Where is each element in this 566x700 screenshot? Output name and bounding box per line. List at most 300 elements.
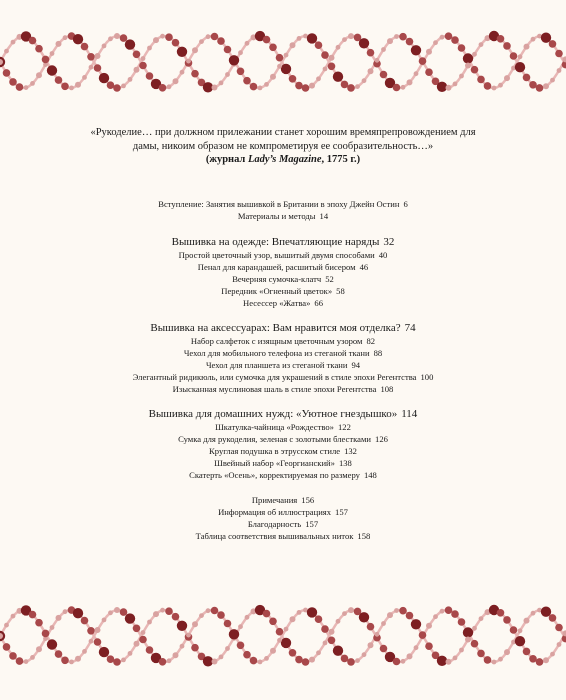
bead	[35, 619, 43, 627]
bead	[36, 72, 42, 78]
bead	[316, 650, 321, 655]
bead	[515, 636, 525, 646]
bead	[128, 77, 133, 82]
bead	[81, 617, 89, 625]
bead	[113, 658, 121, 666]
bead	[380, 645, 388, 653]
bead	[426, 49, 432, 55]
toc-entry-title: Чехол для мобильного телефона из стеганой ткани	[183, 348, 370, 358]
bead	[295, 656, 303, 664]
bead	[3, 69, 11, 77]
bead	[229, 55, 239, 65]
bead	[211, 33, 219, 41]
bead	[433, 40, 438, 45]
bead	[87, 627, 95, 635]
bead	[472, 52, 477, 57]
bead	[186, 59, 191, 64]
bead	[387, 38, 393, 44]
toc-entry-title: Сумка для рукоделия, зеленая с золотыми блестками	[178, 434, 372, 444]
toc-entry-page: 122	[337, 422, 351, 432]
bead	[342, 611, 347, 616]
toc-entry-page: 6	[403, 199, 408, 209]
bead	[458, 44, 466, 52]
bead	[284, 627, 289, 632]
bead	[321, 51, 329, 59]
bead	[414, 645, 419, 650]
bead	[503, 616, 511, 624]
bead	[159, 84, 167, 92]
bead	[321, 625, 329, 633]
bead	[16, 83, 24, 91]
bead	[471, 66, 479, 74]
bead	[380, 71, 388, 79]
bead	[29, 37, 37, 45]
bead	[217, 611, 225, 619]
bead	[263, 610, 271, 618]
bead	[523, 74, 531, 82]
bead	[433, 614, 438, 619]
bead	[425, 642, 433, 650]
toc-entry-title: Изысканная муслиновая шаль в стиле эпохи Регентства	[172, 384, 377, 394]
toc-entry-title: Информация об иллюстрациях	[218, 507, 332, 517]
bead	[9, 652, 17, 660]
epigraph-quote-line-1: «Рукоделие… при должном прилежании станет хорошим времяпрепровождением для	[90, 127, 476, 138]
bead	[406, 612, 414, 620]
toc-entry-title: Таблица соответствия вышивальных ниток	[195, 531, 354, 541]
bead	[315, 41, 323, 49]
bead	[217, 37, 225, 45]
epigraph-source-title: Lady’s Magazine	[247, 154, 322, 165]
bead	[307, 607, 317, 617]
bead	[24, 85, 29, 90]
bead	[446, 659, 452, 665]
bead	[94, 64, 102, 72]
bead	[414, 71, 419, 76]
bead	[191, 70, 199, 78]
bead	[524, 44, 530, 50]
bead	[407, 653, 413, 659]
bead	[518, 54, 523, 59]
bead	[549, 614, 557, 622]
bead	[387, 612, 393, 618]
toc-entry	[60, 506, 506, 518]
bead	[309, 83, 315, 89]
toc-entry-page: 126	[375, 434, 388, 444]
bead	[108, 610, 113, 615]
bead	[411, 45, 421, 55]
bead	[504, 75, 510, 81]
toc-section-page: 114	[401, 408, 418, 420]
bead	[47, 639, 57, 649]
bead	[107, 81, 115, 89]
toc-entry	[60, 249, 506, 261]
bead	[50, 51, 55, 56]
bead	[524, 618, 530, 624]
bead	[367, 623, 375, 631]
bead	[477, 650, 485, 658]
bead	[36, 646, 42, 652]
bead	[329, 629, 335, 635]
bead	[355, 84, 360, 89]
bead	[258, 660, 263, 665]
bead	[348, 33, 354, 39]
bead	[497, 609, 505, 617]
bead	[440, 609, 445, 614]
bead	[437, 82, 447, 92]
bead	[167, 84, 172, 89]
toc-entry-page: 52	[325, 274, 334, 284]
toc-entry-page: 132	[344, 446, 357, 456]
toc-entry-title: Передник «Огненный цветок»	[221, 286, 333, 296]
bead	[411, 619, 421, 629]
bead	[50, 625, 55, 630]
bead	[258, 86, 263, 91]
bead	[191, 644, 199, 652]
bead	[381, 621, 386, 626]
bead	[269, 44, 277, 52]
bead	[323, 641, 328, 646]
bead	[211, 607, 219, 615]
bead	[177, 621, 187, 631]
toc-entry-page: 157	[305, 519, 319, 529]
toc-entry-title: Благодарность	[247, 519, 302, 529]
toc-entry	[60, 210, 506, 222]
bead	[515, 62, 525, 72]
toc-entry-page: 94	[351, 360, 361, 370]
bead	[459, 74, 464, 79]
epigraph-source-suffix: , 1775 г.)	[321, 154, 361, 165]
epigraph-source	[30, 153, 536, 167]
toc-entry-page: 40	[378, 250, 388, 260]
bead	[87, 53, 95, 61]
bead	[264, 656, 269, 661]
bead	[557, 642, 562, 647]
bead	[133, 51, 141, 59]
bead	[309, 657, 315, 663]
toc-entry-page: 82	[366, 336, 376, 346]
bead	[465, 63, 471, 69]
bead	[167, 658, 172, 663]
bead	[336, 45, 341, 50]
toc-entry	[60, 457, 506, 469]
bead	[153, 37, 159, 43]
toc-entry-title: Вступление: Занятия вышивкой в Британии в эпоху Джейн Остин	[158, 199, 400, 209]
bead	[75, 656, 81, 662]
bead	[543, 657, 549, 663]
bead	[99, 73, 109, 83]
bead	[510, 626, 518, 634]
bead	[333, 72, 343, 82]
bead	[139, 62, 147, 70]
bead	[277, 638, 282, 643]
bead	[238, 50, 243, 55]
bead	[107, 655, 115, 663]
bead	[555, 50, 563, 58]
bead	[47, 65, 57, 75]
bead	[407, 79, 413, 85]
bead	[9, 78, 17, 86]
bead	[30, 655, 35, 660]
bead	[492, 660, 497, 665]
toc-entry-title: Простой цветочный узор, вышитый двумя способами	[178, 250, 375, 260]
bead	[529, 655, 537, 663]
bead	[243, 77, 251, 85]
bead	[173, 652, 179, 658]
bead	[114, 33, 120, 39]
bead	[477, 76, 485, 84]
bead	[484, 82, 492, 90]
table-of-contents	[60, 198, 506, 542]
bead	[243, 651, 251, 659]
bead	[479, 616, 484, 621]
toc-entry-page: 138	[338, 458, 352, 468]
bead	[147, 620, 152, 625]
bead	[492, 86, 497, 91]
bead	[61, 657, 69, 665]
bead	[95, 53, 101, 59]
bead	[459, 648, 464, 653]
bead	[82, 649, 87, 654]
bead	[219, 81, 224, 86]
bead	[146, 72, 154, 80]
bead	[165, 607, 173, 615]
bead	[42, 56, 50, 64]
bead	[347, 658, 355, 666]
bead	[323, 67, 328, 72]
bead	[463, 627, 473, 637]
bead	[297, 36, 302, 41]
bead	[102, 618, 107, 623]
bead	[290, 616, 296, 622]
toc-entry	[60, 261, 506, 273]
bead	[89, 639, 94, 644]
toc-section-heading	[60, 235, 506, 249]
toc-entry-page: 14	[319, 211, 329, 221]
bead	[281, 638, 291, 648]
toc-entry	[60, 383, 506, 395]
epigraph	[30, 126, 536, 167]
toc-entry-page: 66	[314, 298, 323, 308]
toc-entry-page: 100	[420, 372, 434, 382]
toc-entry	[60, 297, 506, 309]
bead	[362, 652, 367, 657]
bead	[368, 68, 374, 74]
bead	[56, 615, 62, 621]
bead	[94, 638, 102, 646]
toc-entry	[60, 494, 506, 506]
bead	[61, 83, 69, 91]
toc-entry	[60, 198, 506, 210]
bead	[160, 34, 165, 39]
bead	[451, 610, 459, 618]
bead	[536, 84, 544, 92]
toc-entry	[60, 285, 506, 297]
bead	[206, 34, 211, 39]
bead	[269, 618, 277, 626]
bead	[165, 33, 173, 41]
bead	[4, 49, 9, 54]
bead	[302, 658, 310, 666]
bead	[359, 612, 369, 622]
toc-entry-title: Чехол для планшета из стеганой ткани	[205, 360, 348, 370]
toc-entry-page: 158	[357, 531, 371, 541]
bead	[11, 614, 16, 619]
toc-entry-page: 58	[336, 286, 345, 296]
bead	[463, 53, 473, 63]
toc-entry	[60, 273, 506, 285]
bead	[159, 658, 167, 666]
bead	[42, 630, 50, 638]
bead	[180, 644, 185, 649]
toc-entry-page: 156	[301, 495, 315, 505]
toc-entry-title: Элегантный ридикюль, или сумочка для украшений в стиле эпохи Регентства	[132, 372, 417, 382]
toc-entry	[60, 469, 506, 481]
bead	[128, 651, 133, 656]
bead	[453, 656, 458, 661]
toc-entry-title: Круглая подушка в этрусском стиле	[209, 446, 341, 456]
bead	[555, 624, 563, 632]
bead	[333, 646, 343, 656]
toc-entry-title: Примечания	[251, 495, 298, 505]
bead	[63, 35, 68, 40]
bead	[401, 85, 406, 90]
bead	[199, 39, 204, 44]
bead	[35, 45, 43, 53]
toc-entry-title: Пенал для карандашей, расшитый бисером	[197, 262, 356, 272]
bead	[225, 646, 230, 651]
bead	[11, 40, 16, 45]
toc-entry	[60, 347, 506, 359]
bead	[180, 70, 185, 75]
bead	[263, 36, 271, 44]
bead	[73, 34, 83, 44]
bead	[133, 625, 141, 633]
bead	[30, 81, 35, 86]
toc-entry	[60, 530, 506, 542]
toc-entry	[60, 445, 506, 457]
toc-entry-page: 46	[359, 262, 369, 272]
bead	[238, 624, 243, 629]
toc-entry-page: 88	[373, 348, 383, 358]
bead	[307, 33, 317, 43]
bead	[250, 83, 258, 91]
bead	[281, 64, 291, 74]
bead	[315, 615, 323, 623]
bead	[531, 611, 536, 616]
bead	[55, 650, 63, 658]
bead	[4, 623, 9, 628]
bead	[69, 86, 74, 91]
toc-entry-title: Материалы и методы	[237, 211, 316, 221]
toc-section-heading	[60, 407, 506, 421]
bead	[75, 82, 81, 88]
bead	[270, 648, 276, 654]
bead	[445, 606, 453, 614]
toc-entry-title: Шкатулка-чайница «Рождество»	[215, 422, 334, 432]
toc-section-title: Вышивка на одежде: Впечатляющие наряды	[171, 236, 380, 248]
bead	[375, 632, 380, 637]
bead	[245, 615, 250, 620]
bead	[348, 607, 354, 613]
bead	[355, 658, 360, 663]
bead	[536, 658, 544, 666]
bead	[172, 39, 180, 47]
toc-entry-title: Несессер «Жатва»	[243, 298, 311, 308]
bead	[465, 637, 471, 643]
bead	[367, 49, 375, 57]
bead	[399, 607, 407, 615]
bead	[341, 655, 349, 663]
toc-entry	[60, 421, 506, 433]
bead	[114, 607, 120, 613]
bead	[264, 82, 269, 87]
toc-entry-title: Скатерть «Осень», корректируемая по размеру	[189, 470, 360, 480]
bead	[121, 658, 126, 663]
decorative-bead-border-top	[0, 22, 566, 102]
bead	[153, 611, 159, 617]
bead	[125, 613, 135, 623]
bead	[73, 608, 83, 618]
toc-entry-page: 157	[335, 507, 348, 517]
bead	[56, 41, 62, 47]
bead	[113, 84, 121, 92]
epigraph-source-prefix: (журнал	[205, 154, 248, 165]
bead	[24, 659, 29, 664]
toc-entry	[60, 518, 506, 530]
toc-entry	[60, 359, 506, 371]
bead	[479, 42, 484, 47]
bead	[425, 68, 433, 76]
bead	[342, 37, 347, 42]
bead	[63, 609, 68, 614]
bead	[277, 64, 282, 69]
bead	[329, 55, 335, 61]
bead	[394, 608, 399, 613]
bead	[192, 621, 198, 627]
bead	[440, 35, 445, 40]
bead	[245, 41, 250, 46]
bead	[341, 81, 349, 89]
bead	[212, 659, 218, 665]
bead	[471, 640, 479, 648]
bead	[328, 63, 336, 71]
bead	[225, 72, 230, 77]
bead	[523, 648, 531, 656]
toc-entry	[60, 335, 506, 347]
bead	[81, 43, 89, 51]
bead	[55, 76, 63, 84]
bead	[484, 656, 492, 664]
bead	[270, 74, 276, 80]
bead	[29, 611, 37, 619]
bead	[141, 630, 146, 635]
bead	[549, 40, 557, 48]
bead	[134, 67, 140, 73]
bead	[541, 33, 551, 43]
bead	[453, 82, 458, 87]
bead	[328, 637, 336, 645]
bead	[472, 626, 477, 631]
toc-entry	[60, 371, 506, 383]
toc-entry-page: 148	[363, 470, 377, 480]
bead	[393, 658, 401, 666]
bead	[146, 646, 154, 654]
bead	[89, 65, 94, 70]
bead	[498, 83, 503, 88]
bead	[518, 628, 523, 633]
toc-entry	[60, 433, 506, 445]
bead	[147, 46, 152, 51]
